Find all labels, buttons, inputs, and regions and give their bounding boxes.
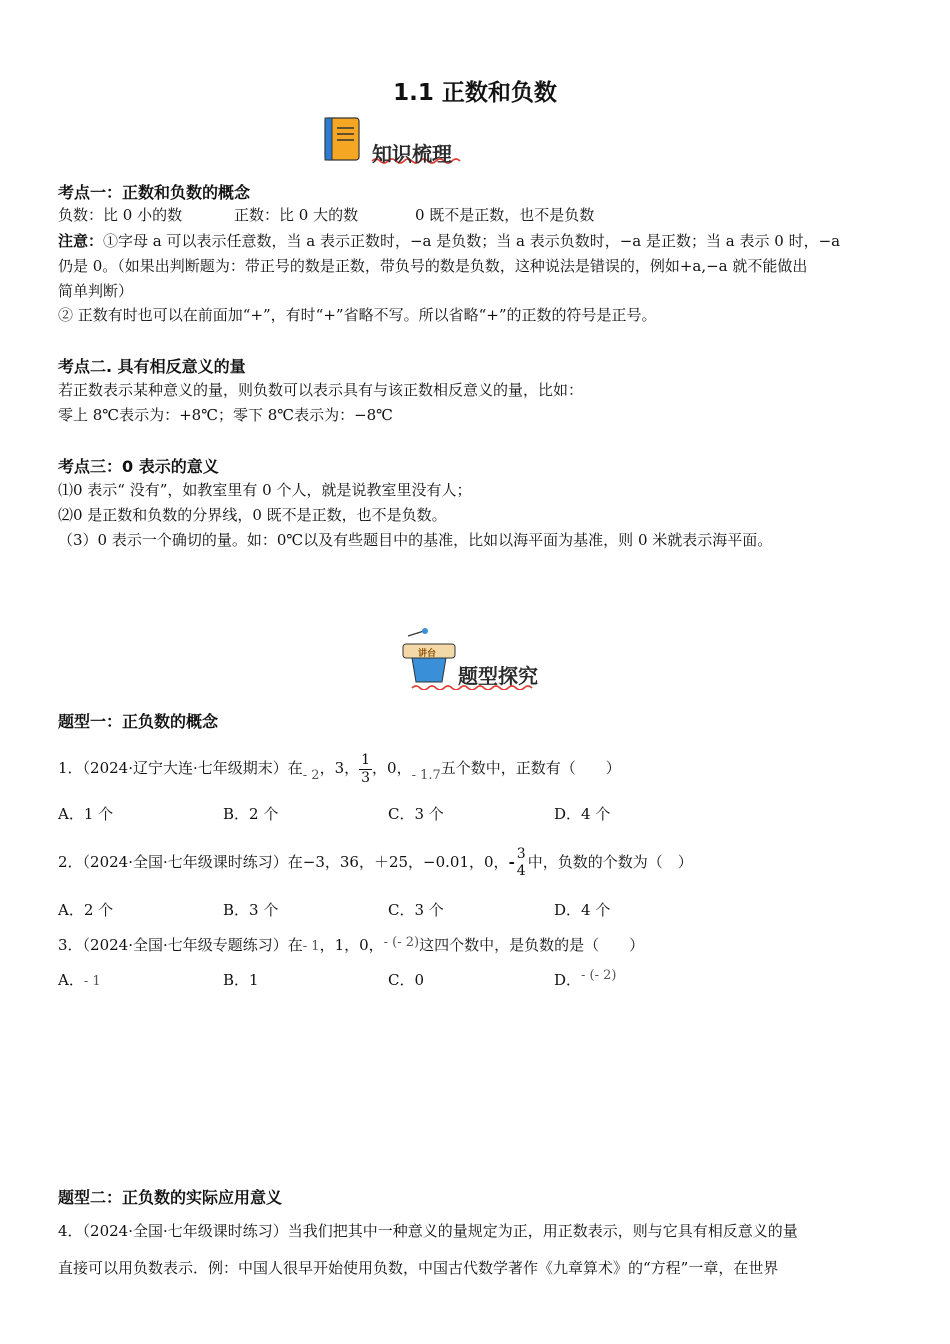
q3-option-c[interactable]: C．0 bbox=[388, 971, 425, 989]
q4-line2: 直接可以用负数表示．例：中国人很早开始使用负数，中国古代数学著作《九章算术》的“方程”一章，在世界 bbox=[58, 1259, 779, 1277]
q2-stem bbox=[58, 836, 693, 888]
question-types-badge bbox=[398, 626, 548, 690]
kd1-negative-def: 负数：比 0 小的数 bbox=[58, 206, 183, 224]
kd3-line3: （3）0 表示一个确切的量。如：0℃以及有些题目中的基准，比如以海平面为基准，则 0 米就表示海平面。 bbox=[58, 531, 773, 549]
q1-fraction bbox=[359, 752, 372, 787]
q3-option-b[interactable]: B．1 bbox=[223, 971, 259, 989]
q2-stem-start: 2．（2024·全国·七年级课时练习）在−3，36，＋25，−0.01，0， bbox=[58, 853, 509, 871]
q1-fraction-denominator: 3 bbox=[361, 769, 371, 786]
q3-stem-end: 这四个数中，是负数的是（ ） bbox=[419, 936, 645, 954]
kd3-line1: ⑴0 表示“ 没有”，如教室里有 0 个人，就是说教室里没有人； bbox=[58, 481, 472, 499]
kd1-note-line1 bbox=[58, 229, 840, 253]
q3-stem bbox=[58, 933, 644, 959]
q3-stem-start: 3．（2024·全国·七年级专题练习）在 bbox=[58, 936, 303, 954]
kd2-line1: 若正数表示某种意义的量，则负数可以表示具有与该正数相反意义的量，比如： bbox=[58, 381, 584, 399]
q1-option-b[interactable]: B．2 个 bbox=[223, 805, 279, 823]
q2-option-a[interactable]: A．2 个 bbox=[58, 901, 114, 919]
q1-option-a[interactable]: A．1 个 bbox=[58, 805, 114, 823]
q1-option-c[interactable]: C．3 个 bbox=[388, 805, 444, 823]
q3-value-neg1: - 1 bbox=[302, 939, 320, 954]
q2-negative-sign: - bbox=[508, 853, 515, 871]
q1-stem-start: 1．（2024·辽宁大连·七年级期末）在 bbox=[58, 759, 303, 777]
q2-option-c[interactable]: C．3 个 bbox=[388, 901, 444, 919]
kd1-note-line2: 仍是 0。（如果出判断题为：带正号的数是正数，带负号的数是负数，这种说法是错误的，例如+a,−a 就不能做出 bbox=[58, 257, 808, 275]
q1-fraction-numerator: 1 bbox=[361, 751, 371, 768]
page-title: 1.1 正数和负数 bbox=[393, 80, 557, 106]
q3-option-a[interactable] bbox=[58, 968, 101, 994]
knowledge-review-label: 知识梳理 bbox=[372, 142, 452, 166]
kd1-note-line4: ② 正数有时也可以在前面加“+”，有时“+”省略不写。所以省略“+”的正数的符号是正号。 bbox=[58, 306, 657, 324]
q2-stem-end: 中，负数的个数为（ ） bbox=[527, 853, 693, 871]
kd1-heading: 考点一：正数和负数的概念 bbox=[58, 183, 251, 202]
q2-fraction bbox=[515, 846, 528, 880]
q2-fraction-denominator: 4 bbox=[516, 863, 526, 879]
question-types-label: 题型探究 bbox=[458, 664, 538, 688]
q3-option-d[interactable] bbox=[554, 968, 617, 994]
note-text-1: ①字母 a 可以表示任意数，当 a 表示正数时，−a 是负数；当 a 表示负数时，−a 是正数；当 a 表示 0 时，−a bbox=[103, 232, 841, 250]
kd1-zero-def: 0 既不是正数，也不是负数 bbox=[415, 206, 595, 224]
note-label: 注意： bbox=[58, 232, 104, 250]
q3-value-neg-neg2: - (- 2) bbox=[383, 935, 420, 950]
q2-fraction-numerator: 3 bbox=[516, 846, 526, 862]
q1-sep1: ，3， bbox=[319, 759, 360, 777]
q2-option-d[interactable]: D．4 个 bbox=[554, 901, 611, 919]
q1-sep2: ，0， bbox=[372, 759, 412, 777]
q1-value-neg2: - 2 bbox=[302, 768, 320, 783]
q3-option-a-label: A． bbox=[58, 971, 84, 989]
q3-option-d-label: D． bbox=[554, 971, 582, 989]
knowledge-review-badge bbox=[322, 116, 472, 168]
q1-stem-end: 五个数中，正数有（ ） bbox=[440, 759, 621, 777]
kd1-note-line3: 简单判断） bbox=[58, 282, 134, 300]
q3-sep1: ，1，0， bbox=[319, 936, 384, 954]
kd2-heading: 考点二. 具有相反意义的量 bbox=[58, 357, 246, 376]
kd3-heading: 考点三：0 表示的意义 bbox=[58, 457, 219, 476]
q1-option-d[interactable]: D．4 个 bbox=[554, 805, 611, 823]
type2-heading: 题型二：正负数的实际应用意义 bbox=[58, 1188, 283, 1207]
q4-line1: 4．（2024·全国·七年级课时练习）当我们把其中一种意义的量规定为正，用正数表示，则与它具有相反意义的量 bbox=[58, 1222, 798, 1240]
q1-stem bbox=[58, 740, 621, 796]
kd2-line2: 零上 8℃表示为：+8℃；零下 8℃表示为：−8℃ bbox=[58, 406, 393, 424]
q3-option-a-value: - 1 bbox=[83, 974, 101, 989]
type1-heading: 题型一：正负数的概念 bbox=[58, 712, 219, 731]
q2-option-b[interactable]: B．3 个 bbox=[223, 901, 279, 919]
kd3-line2: ⑵0 是正数和负数的分界线，0 既不是正数，也不是负数。 bbox=[58, 506, 447, 524]
q3-option-d-value: - (- 2) bbox=[581, 968, 617, 983]
q1-value-neg17: - 1.7 bbox=[411, 768, 441, 783]
kd1-positive-def: 正数：比 0 大的数 bbox=[234, 206, 359, 224]
podium-label: 讲台 bbox=[418, 649, 437, 659]
